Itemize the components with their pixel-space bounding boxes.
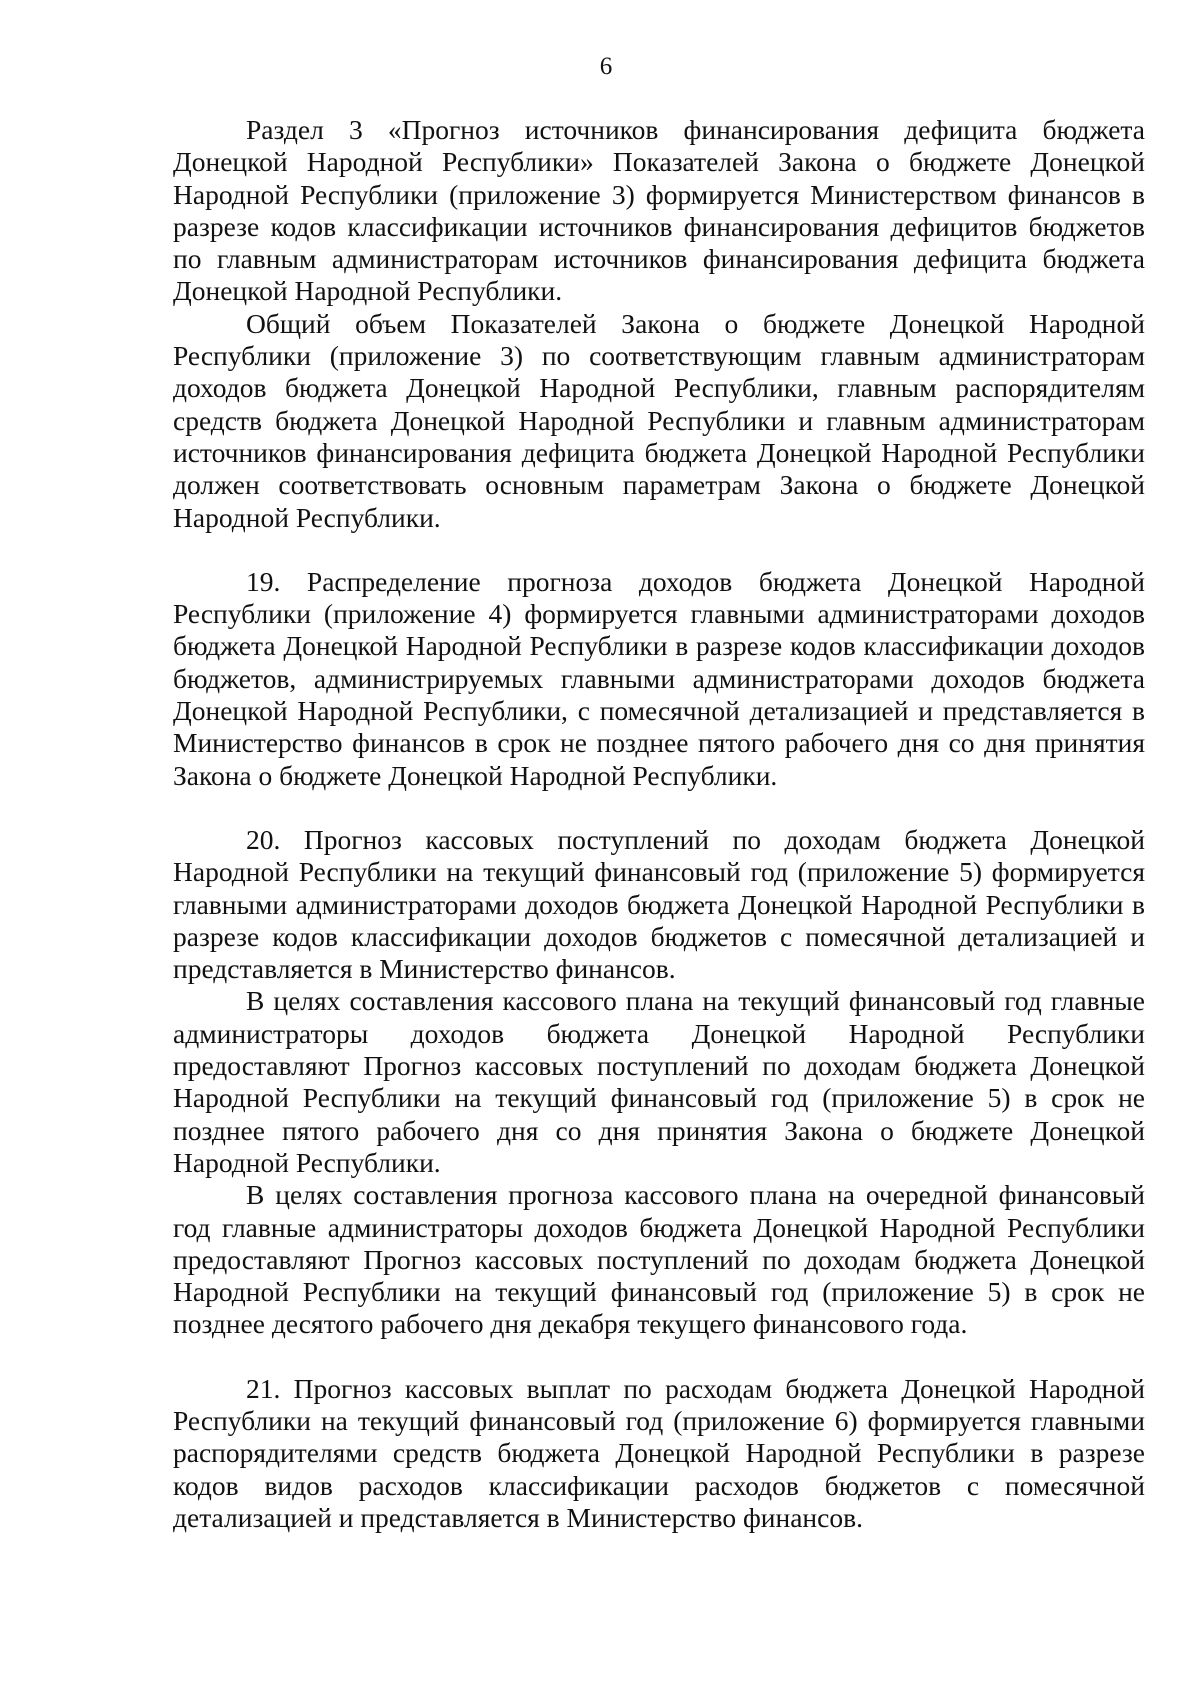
paragraph-cash-plan-next: В целях составления прогноза кассового плана на очередной финансовый год главные администраторы доходов бюджета Донецкой Народной Республики предоставляют Прогноз кассовых поступлений по доходам бюджета Донецкой Народной Республики на текущий финансовый год (приложение 5) в срок не позднее десятого рабочего дня декабря текущего финансового года. — [173, 1179, 1145, 1340]
paragraph-section-3: Раздел 3 «Прогноз источников финансирования дефицита бюджета Донецкой Народной Республики» Показателей Закона о бюджете Донецкой Народной Республики (приложение 3) формируется Министерством финансов в разрезе кодов классификации источников финансирования дефицитов бюджетов по главным администраторам источников финансирования дефицита бюджета Донецкой Народной Республики. — [173, 114, 1145, 307]
paragraph-cash-plan-current: В целях составления кассового плана на текущий финансовый год главные администраторы доходов бюджета Донецкой Народной Республики предоставляют Прогноз кассовых поступлений по доходам бюджета Донецкой Народной Республики на текущий финансовый год (приложение 5) в срок не позднее пятого рабочего дня со дня принятия Закона о бюджете Донецкой Народной Республики. — [173, 985, 1145, 1178]
paragraph-item-20: 20. Прогноз кассовых поступлений по доходам бюджета Донецкой Народной Республики на текущий финансовый год (приложение 5) формируется главными администраторами доходов бюджета Донецкой Народной Республики в разрезе кодов классификации доходов бюджетов с помесячной детализацией и представляется в Министерство финансов. — [173, 823, 1145, 985]
page-number: 6 — [599, 53, 613, 80]
paragraph-total-volume: Общий объем Показателей Закона о бюджете Донецкой Народной Республики (приложение 3) по соответствующим главным администраторам доходов бюджета Донецкой Народной Республики, главным распорядителям средств бюджета Донецкой Народной Республики и главным администраторам источников финансирования дефицита бюджета Донецкой Народной Республики должен соответствовать основным параметрам Закона о бюджете Донецкой Народной Республики. — [173, 307, 1145, 533]
document-body — [173, 114, 1145, 1534]
paragraph-item-19: 19. Распределение прогноза доходов бюджета Донецкой Народной Республики (приложение 4) формируется главными администраторами доходов бюджета Донецкой Народной Республики в разрезе кодов классификации доходов бюджетов, администрируемых главными администраторами доходов бюджета Донецкой Народной Республики, с помесячной детализацией и представляется в Министерство финансов в срок не позднее пятого рабочего дня со дня принятия Закона о бюджете Донецкой Народной Республики. — [173, 565, 1145, 791]
paragraph-item-21: 21. Прогноз кассовых выплат по расходам бюджета Донецкой Народной Республики на текущий финансовый год (приложение 6) формируется главными распорядителями средств бюджета Донецкой Народной Республики в разрезе кодов видов расходов классификации расходов бюджетов с помесячной детализацией и представляется в Министерство финансов. — [173, 1372, 1145, 1533]
